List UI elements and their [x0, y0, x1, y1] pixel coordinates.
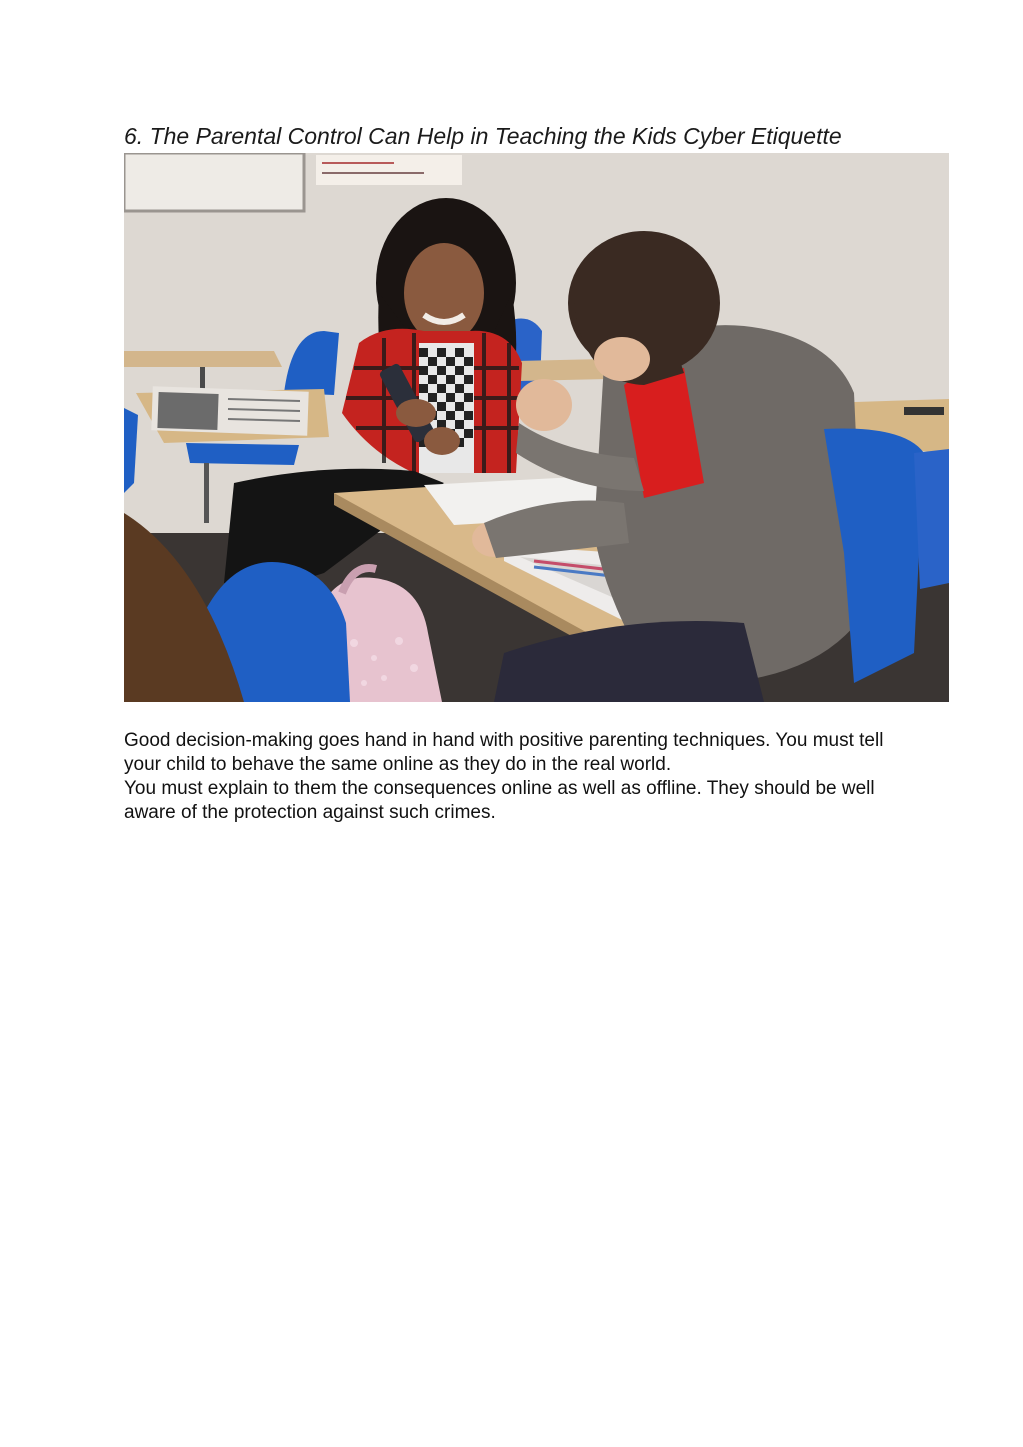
section-heading: 6. The Parental Control Can Help in Teaching the Kids Cyber Etiquette	[124, 123, 842, 149]
classroom-illustration	[124, 153, 949, 702]
classroom-photo	[124, 153, 949, 702]
paragraph: Good decision-making goes hand in hand with positive parenting techniques. You must tell your child to behave the same online as they do in the real world.	[124, 730, 884, 775]
whiteboard	[124, 153, 304, 211]
paragraph: You must explain to them the consequences online as well as offline. They should be well aware of the protection against such crimes.	[124, 778, 875, 823]
body-text	[124, 729, 924, 825]
